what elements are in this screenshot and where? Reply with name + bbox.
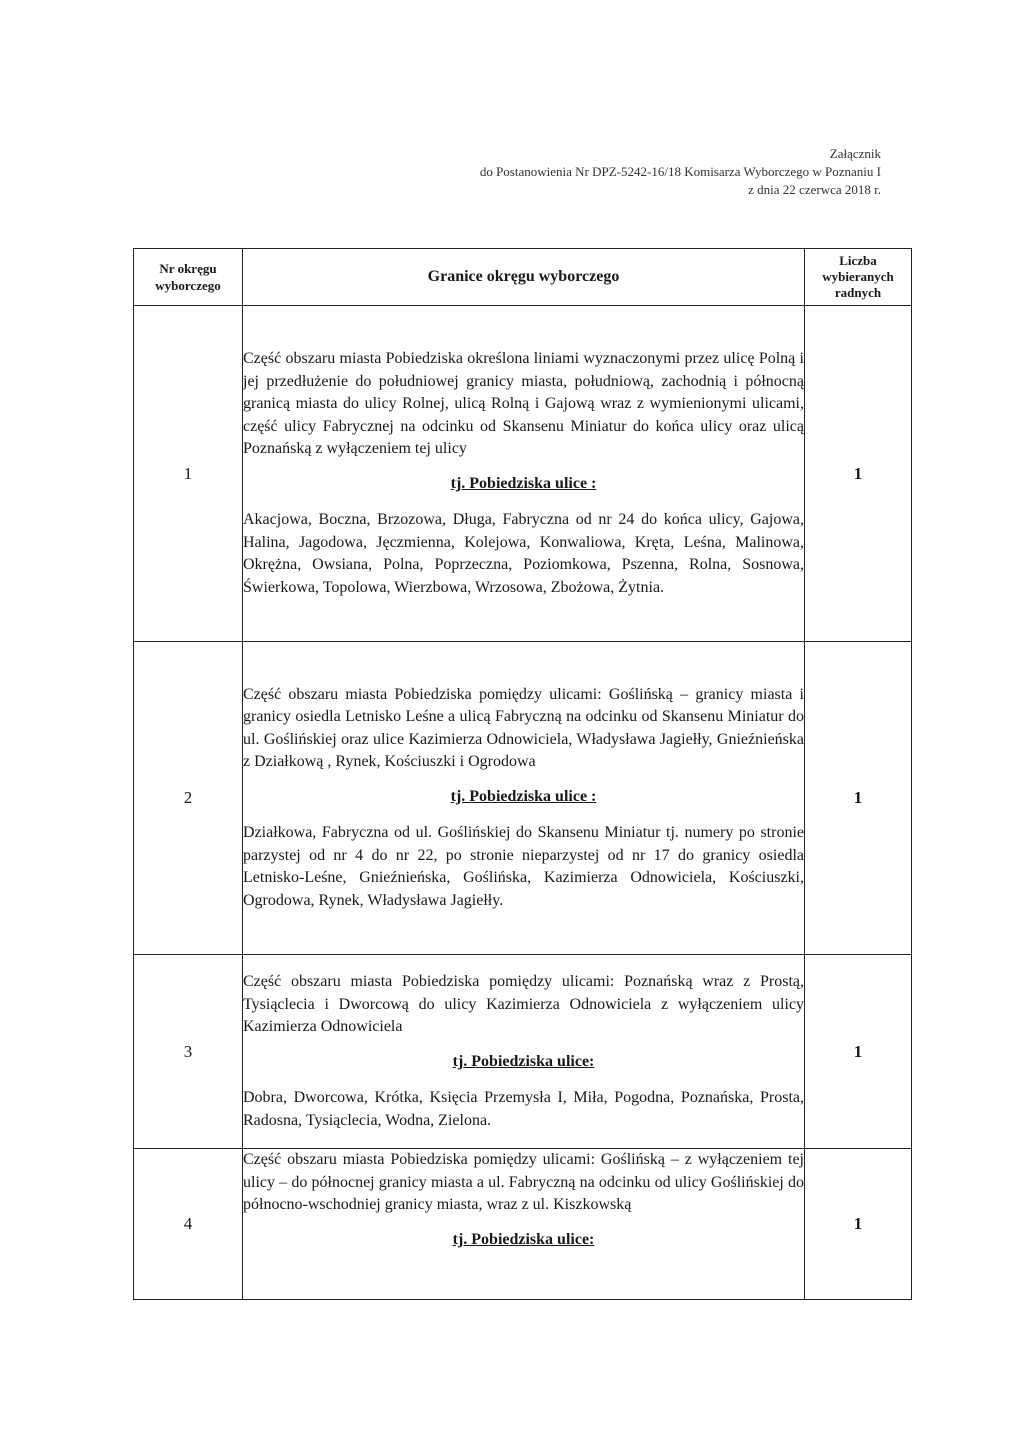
streets-list: Działkowa, Fabryczna od ul. Goślińskiej do Skansenu Miniatur tj. numery po stronie parzystej od nr 4 do nr 22, po stronie nieparzystej od nr 17 do granicy osiedla Letnisko-Leśne, Gnieźnieńska, Goślińska, Kazimierza Odnowiciela, Kościuszki, Ogrodowa, Rynek, Władysława Jagiełły. <box>243 824 804 909</box>
resolution-date: z dnia 22 czerwca 2018 r. <box>748 182 881 197</box>
district-boundaries <box>243 955 805 1149</box>
streets-title: tj. Pobiedziska ulice : <box>450 787 597 805</box>
district-number: 1 <box>134 306 243 642</box>
header-district-boundaries: Granice okręgu wyborczego <box>243 249 805 306</box>
attachment-label: Załącznik <box>829 146 881 161</box>
streets-list: Akacjowa, Boczna, Brzozowa, Długa, Fabryczna od nr 24 do końca ulicy, Gajowa, Halina, Jagodowa, Jęczmienna, Kolejowa, Konwaliowa, Kręta, Leśna, Malinowa, Okrężna, Owsiana, Polna, Poprzeczna, Poziomkowa, Pszenna, Rolna, Sosnowa, Świerkowa, Topolowa, Wierzbowa, Wrzosowa, Zbożowa, Żytnia. <box>243 511 804 596</box>
electoral-districts-table <box>133 248 912 1300</box>
header-district-number: Nr okręgu wyborczego <box>134 249 243 306</box>
resolution-reference: do Postanowienia Nr DPZ-5242-16/18 Komisarza Wyborczego w Poznaniu I <box>479 164 881 179</box>
table-row <box>134 642 912 955</box>
boundary-description: Część obszaru miasta Pobiedziska określona liniami wyznaczonymi przez ulicę Polną i jej przedłużenie do południowej granicy miasta, południową, zachodnią i północną granicą miasta do ulicy Rolnej, ulicą Rolną i Gajową wraz z wymienionymi ulicami, część ulicy Fabrycznej na odcinku od Skansenu Miniatur do końca ulicy oraz ulicą Poznańską z wyłączeniem tej ulicy <box>243 350 804 457</box>
table-row <box>134 306 912 642</box>
table-header-row <box>134 249 912 306</box>
table-row <box>134 1149 912 1300</box>
councillors-count: 1 <box>805 955 912 1149</box>
district-number: 2 <box>134 642 243 955</box>
councillors-count: 1 <box>805 1149 912 1300</box>
district-boundaries <box>243 1149 805 1300</box>
document-header <box>480 145 881 199</box>
table-row <box>134 955 912 1149</box>
streets-title: tj. Pobiedziska ulice : <box>450 474 597 492</box>
streets-list: Dobra, Dworcowa, Krótka, Księcia Przemysła I, Miła, Pogodna, Poznańska, Prosta, Radosna, Tysiąclecia, Wodna, Zielona. <box>243 1089 804 1129</box>
district-boundaries <box>243 306 805 642</box>
header-councillors-count: Liczba wybieranych radnych <box>805 249 912 306</box>
boundary-description: Część obszaru miasta Pobiedziska pomiędzy ulicami: Goślińską – z wyłączeniem tej ulicy – do północnej granicy miasta a ul. Fabryczną na odcinku od ulicy Goślińskiej do północno-wschodniej granicy miasta, wraz z ul. Kiszkowską <box>243 1151 804 1213</box>
district-boundaries <box>243 642 805 955</box>
district-number: 4 <box>134 1149 243 1300</box>
boundary-description: Część obszaru miasta Pobiedziska pomiędzy ulicami: Goślińską – granicy miasta i granicy osiedla Letnisko Leśne a ulicą Fabryczną na odcinku od Skansenu Miniatur do ul. Goślińskiej oraz ulice Kazimierza Odnowiciela, Władysława Jagiełły, Gnieźnieńska z Działkową , Rynek, Kościuszki i Ogrodowa <box>243 685 804 771</box>
councillors-count: 1 <box>805 642 912 955</box>
district-number: 3 <box>134 955 243 1149</box>
streets-title: tj. Pobiedziska ulice: <box>452 1052 595 1070</box>
boundary-description: Część obszaru miasta Pobiedziska pomiędzy ulicami: Poznańską wraz z Prostą, Tysiąclecia i Dworcową do ulicy Kazimierza Odnowiciela z wyłączeniem ulicy Kazimierza Odnowiciela <box>243 973 804 1035</box>
streets-title: tj. Pobiedziska ulice: <box>452 1230 595 1248</box>
councillors-count: 1 <box>805 306 912 642</box>
